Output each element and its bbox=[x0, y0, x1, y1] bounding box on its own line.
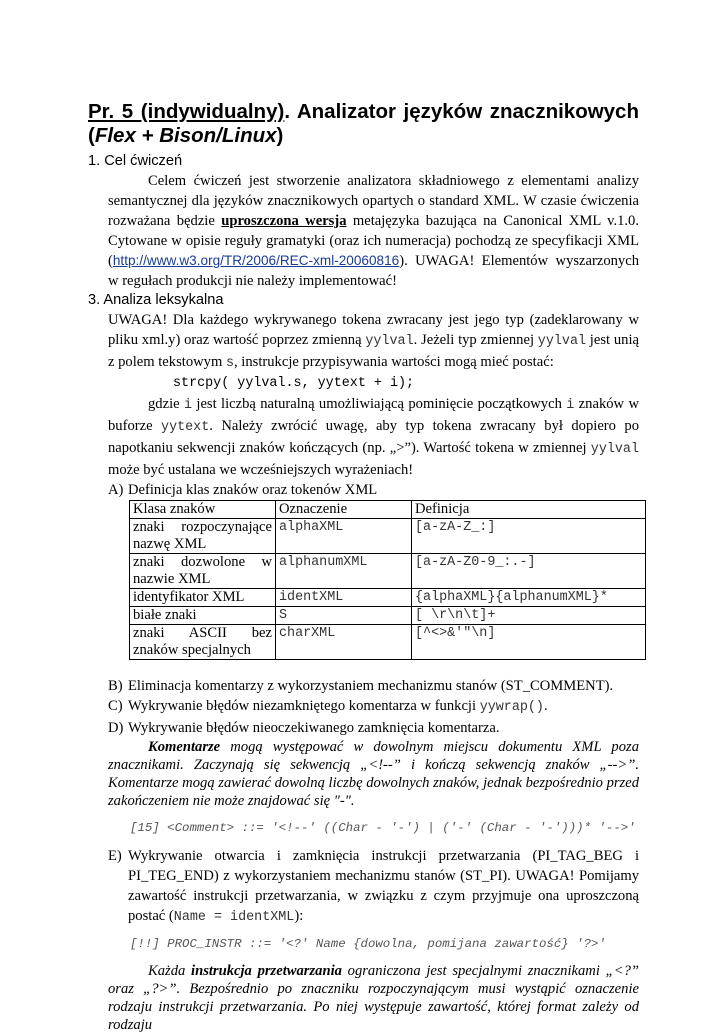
table-cell-class bbox=[130, 554, 276, 589]
table-cell-class bbox=[130, 625, 276, 660]
table-header-row bbox=[130, 501, 646, 519]
cel-text-c: ). UWAGA! Elementów wyszarzonych w regułach produkcji nie należy implementować! bbox=[108, 253, 639, 289]
comment-note-text: mogą występować w dowolnym miejscu dokumentu XML poza znacznikami. Zaczynają się sekwencją „<!--” i kończą sekwencją znaków „-->”. Komentarze mogą zawierać dowolną liczbę dowolnych znaków, jednak bezpośrednio przed zakończeniem nie może znajdować się "-". bbox=[108, 739, 639, 809]
table-cell-definition: [ \r\n\t]+ bbox=[412, 607, 646, 625]
table-row bbox=[130, 589, 646, 607]
list-text-c bbox=[128, 696, 639, 718]
p2-text-c: znaków w buforze bbox=[108, 396, 639, 434]
spacer bbox=[88, 660, 639, 676]
code-strcpy: strcpy( yylval.s, yytext + i); bbox=[173, 376, 415, 391]
page-title-line2 bbox=[88, 124, 639, 148]
table-header-cell: Definicja bbox=[412, 501, 646, 519]
cell-line: znaki dozwolone w bbox=[133, 554, 272, 570]
pi-note bbox=[108, 962, 639, 1034]
cell-line: nazwę XML bbox=[133, 536, 207, 552]
comment-note-bold: Komentarze bbox=[148, 739, 221, 755]
section-heading-cel: 1. Cel ćwiczeń bbox=[88, 153, 183, 169]
list-label-d: D) bbox=[108, 720, 124, 736]
c-code-yywrap: yywrap() bbox=[479, 700, 544, 715]
list-text-a: Definicja klas znaków oraz tokenów XML bbox=[128, 482, 378, 498]
list-label-b: B) bbox=[108, 678, 123, 694]
e-text-a: Wykrywanie otwarcia i zamknięcia instrukcji przetwarzania (PI_TAG_BEG i PI_TEG_END) z wykorzystaniem mechanizmu stanów (ST_PI). UWAGA! Pomijamy zawartość instrukcji przetwarzania, w związku z czym przyjmuje ona uproszczoną postać ( bbox=[128, 848, 639, 924]
list-item-c bbox=[108, 696, 639, 718]
table-cell-definition: {alphaXML}{alphanumXML}* bbox=[412, 589, 646, 607]
title-paren-open: ( bbox=[88, 124, 95, 147]
table-cell-class: białe znaki bbox=[130, 607, 276, 625]
e-code-name: Name = identXML bbox=[173, 910, 295, 925]
document-page bbox=[88, 100, 639, 1034]
table-header-cell: Klasa znaków bbox=[130, 501, 276, 519]
grammar-rule-pi: [!!] PROC_INSTR ::= '<?' Name {dowolna, pomijana zawartość} '?>' bbox=[130, 937, 606, 951]
list-item-d bbox=[108, 718, 639, 738]
table-cell-definition: [a-zA-Z0-9_:.-] bbox=[412, 554, 646, 589]
table-row bbox=[130, 625, 646, 660]
cell-line: znaki ASCII bez bbox=[133, 625, 272, 641]
list-text-b: Eliminacja komentarzy z wykorzystaniem mechanizmu stanów (ST_COMMENT). bbox=[128, 678, 614, 694]
p2-text-e: może być ustalana we wcześniejszych wyrażeniach! bbox=[108, 462, 414, 478]
p1-code-s: s bbox=[225, 356, 234, 371]
title-label: Pr. 5 (indywidualny) bbox=[88, 100, 285, 123]
list-item-b bbox=[108, 676, 639, 696]
table-header-cell: Oznaczenie bbox=[276, 501, 412, 519]
p1-text-b: . Jeżeli typ zmiennej bbox=[413, 332, 538, 348]
comment-note bbox=[108, 738, 639, 810]
pi-note-a: Każda bbox=[148, 963, 192, 979]
table-cell-class bbox=[130, 519, 276, 554]
table-cell-definition: [a-zA-Z_:] bbox=[412, 519, 646, 554]
table-cell-class: identyfikator XML bbox=[130, 589, 276, 607]
e-text-b: ): bbox=[294, 908, 304, 924]
cel-text-a: Celem ćwiczeń jest stworzenie analizatora składniowego z elementami analizy semantycznej dla języków znacznikowych opartych o standard XML. W czasie ćwiczenia rozważana będzie bbox=[108, 173, 639, 229]
cell-line: znaków specjalnych bbox=[133, 642, 251, 658]
p1-text-c: jest unią z polem tekstowym bbox=[108, 332, 639, 370]
c-text-a: Wykrywanie błędów niezamkniętego komentarza w funkcji bbox=[128, 698, 480, 714]
table-cell-symbol: alphanumXML bbox=[276, 554, 412, 589]
table-cell-symbol: alphaXML bbox=[276, 519, 412, 554]
list-label-e: E) bbox=[108, 848, 122, 864]
spec-link[interactable]: http://www.w3.org/TR/2006/REC-xml-20060816 bbox=[112, 253, 400, 268]
cell-line: nazwie XML bbox=[133, 571, 211, 587]
title-rest: . Analizator języków znacznikowych bbox=[284, 100, 639, 123]
p2-text-a: gdzie bbox=[148, 396, 184, 412]
table-cell-symbol: S bbox=[276, 607, 412, 625]
p2-code-i-2: i bbox=[566, 398, 575, 413]
section-heading-analiza: 3. Analiza leksykalna bbox=[88, 292, 224, 308]
table-cell-symbol: identXML bbox=[276, 589, 412, 607]
p2-text-d: . Należy zwrócić uwagę, aby typ tokena zwracany był dopiero po napotkaniu sekwencji znaków kończących (np. „>”). Wartość tokena w zmiennej bbox=[108, 418, 640, 456]
c-text-b: . bbox=[543, 698, 548, 714]
list-item-e bbox=[108, 846, 639, 928]
cel-text-b: metajęzyka bazująca na Canonical XML v.1.0. Cytowane w opisie reguły gramatyki (oraz ich numeracja) pochodzą ze specyfikacji XML ( bbox=[108, 213, 639, 269]
list-item-a bbox=[108, 480, 639, 500]
list-text-d: Wykrywanie błędów nieoczekiwanego zamknięcia komentarza. bbox=[128, 720, 500, 736]
cell-line: znaki rozpoczynające bbox=[133, 519, 272, 535]
pi-note-bold: instrukcja przetwarzania bbox=[191, 963, 342, 979]
table-row bbox=[130, 554, 646, 589]
p2-code-yylval: yylval bbox=[590, 442, 639, 457]
page-title bbox=[88, 100, 639, 124]
pi-note-b: ograniczona jest specjalnymi znacznikami „<?” oraz „?>”. Bezpośrednio po znaczniku rozpoczynającym musi wystąpić oznaczenie rodzaju instrukcji przetwarzania. Po niej występuje zawartość, której format zależy od rodzaju bbox=[108, 963, 639, 1033]
p1-text-d: , instrukcje przypisywania wartości mogą mieć postać: bbox=[234, 354, 554, 370]
list-label-c: C) bbox=[108, 698, 123, 714]
definitions-table bbox=[129, 500, 646, 660]
p2-code-i: i bbox=[183, 398, 193, 413]
section-cel-paragraph bbox=[108, 171, 639, 291]
table-cell-symbol: charXML bbox=[276, 625, 412, 660]
cel-bold-uproszczona: uproszczona wersja bbox=[221, 213, 347, 229]
table-cell-definition: [^<>&'"\n] bbox=[412, 625, 646, 660]
analiza-paragraph-1 bbox=[108, 310, 639, 374]
table-row bbox=[130, 607, 646, 625]
p1-code-yylval-2: yylval bbox=[537, 334, 587, 349]
title-paren-close: ) bbox=[276, 124, 284, 147]
p1-code-yylval: yylval bbox=[365, 334, 414, 349]
p2-text-b: jest liczbą naturalną umożliwiającą pominięcie początkowych bbox=[192, 396, 567, 412]
table-row bbox=[130, 519, 646, 554]
p2-code-yytext: yytext bbox=[161, 420, 210, 435]
title-flex: Flex + Bison/Linux bbox=[94, 124, 277, 147]
list-text-e bbox=[128, 846, 639, 928]
analiza-paragraph-2 bbox=[108, 394, 639, 480]
grammar-rule-15: [15] <Comment> ::= '<!--' ((Char - '-') | ('-' (Char - '-')))* '-->' bbox=[130, 821, 636, 835]
p1-text-a: UWAGA! Dla każdego wykrywanego tokena zwracany jest jego typ (zadeklarowany w pliku xml.y) oraz wartość poprzez zmienną bbox=[108, 312, 639, 348]
list-label-a: A) bbox=[108, 482, 124, 498]
